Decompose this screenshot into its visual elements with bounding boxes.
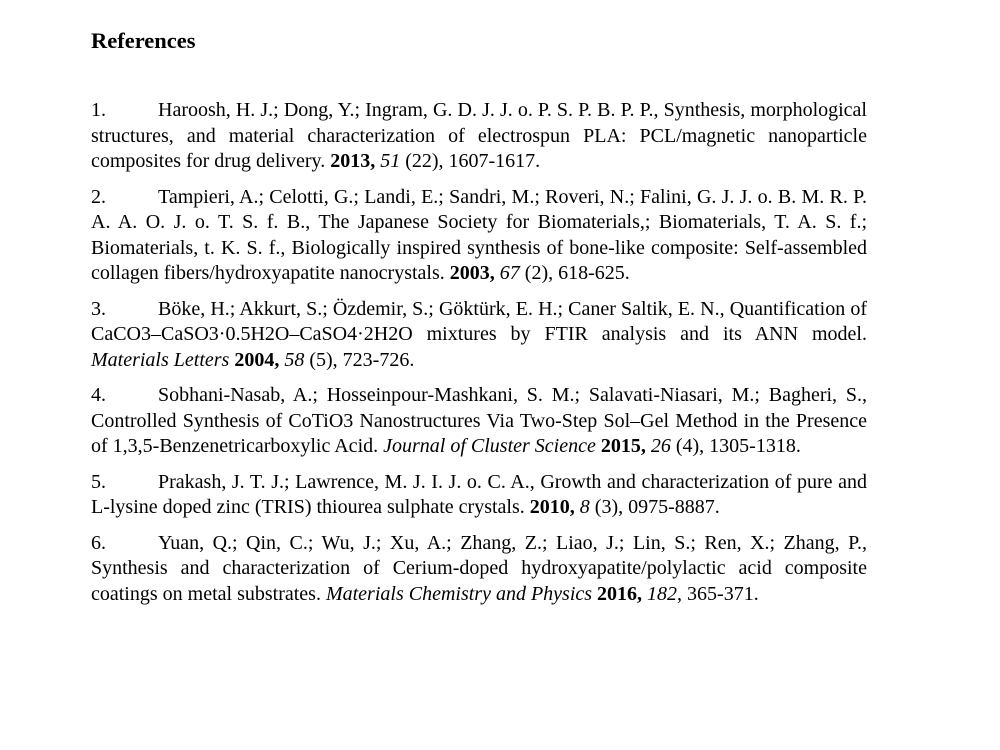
- reference-title: Synthesis and characterization of Cerium-doped hydroxyapatite/polylactic acid composite coatings on metal substrates.: [91, 557, 867, 605]
- reference-issue-pages: (5), 723-726.: [304, 348, 415, 371]
- reference-year: 2013,: [330, 150, 376, 172]
- reference-item: [91, 98, 867, 175]
- reference-journal: Journal of Cluster Science: [383, 435, 596, 457]
- reference-authors: Sobhani-Nasab, A.; Hosseinpour-Mashkani, S. M.; Salavati-Niasari, M.; Bagheri, S.,: [158, 384, 867, 406]
- reference-issue-pages: (22), 1607-1617.: [400, 150, 541, 172]
- reference-authors: Haroosh, H. J.; Dong, Y.; Ingram, G. D. J. J. o. P. S. P. B. P. P.,: [158, 99, 664, 121]
- reference-number: 2.: [91, 185, 106, 208]
- reference-year: 2010,: [529, 496, 575, 518]
- reference-year: 2015,: [600, 435, 646, 457]
- reference-number: 3.: [91, 297, 106, 320]
- reference-title: Controlled Synthesis of CoTiO3 Nanostructures Via Two-Step Sol–Gel Method in the Presence of 1,3,5-Benzenetricarboxylic Acid.: [91, 409, 867, 457]
- reference-item: [91, 185, 867, 287]
- reference-item: [91, 383, 867, 460]
- reference-journal: Materials Chemistry and Physics: [325, 582, 593, 605]
- reference-authors: Yuan, Q.; Qin, C.; Wu, J.; Xu, A.; Zhang, Z.; Liao, J.; Lin, S.; Ren, X.; Zhang, P.,: [158, 531, 867, 554]
- reference-title: Quantification of CaCO3–CaSO3·0.5H2O–CaSO4·2H2O mixtures by FTIR analysis and its ANN model.: [91, 297, 867, 345]
- reference-number: 1.: [91, 99, 106, 121]
- reference-authors: Prakash, J. T. J.; Lawrence, M. J. I. J. o. C. A.,: [158, 470, 541, 493]
- reference-number: 6.: [91, 531, 106, 554]
- reference-volume: 8: [579, 496, 590, 518]
- reference-title: Biologically inspired synthesis of bone-like composite: Self-assembled collagen fibers/hydroxyapatite nanocrystals.: [91, 236, 868, 284]
- reference-item: [91, 297, 867, 374]
- reference-year: 2016,: [597, 582, 643, 605]
- reference-issue-pages: (3), 0975-8887.: [589, 496, 720, 518]
- reference-title: Growth and characterization of pure and L-lysine doped zinc (TRIS) thiourea sulphate crystals.: [91, 470, 867, 518]
- reference-number: 5.: [91, 470, 106, 493]
- reference-item: [91, 470, 867, 521]
- references-heading: References: [91, 28, 196, 53]
- reference-volume: 26: [650, 435, 671, 457]
- reference-authors: Böke, H.; Akkurt, S.; Özdemir, S.; Göktürk, E. H.; Caner Saltik, E. N.,: [158, 297, 730, 320]
- reference-number: 4.: [91, 384, 106, 406]
- reference-year: 2003,: [449, 262, 495, 284]
- reference-volume: 67: [499, 262, 520, 284]
- reference-volume: 182: [647, 582, 678, 605]
- reference-volume: 51: [380, 150, 401, 172]
- reference-authors: Tampieri, A.; Celotti, G.; Landi, E.; Sandri, M.; Roveri, N.; Falini, G. J. J. o. B. M. R. P. A. A. O. J. o. T. S. f. B., The Japanese Society for Biomaterials,; Biomaterials, T. A. S. f.; Biomaterials, t. K. S. f.,: [91, 185, 867, 259]
- reference-title: Synthesis, morphological structures, and material characterization of electrospun PLA: PCL/magnetic nanoparticle composites for drug delivery.: [91, 99, 867, 172]
- reference-issue-pages: (4), 1305-1318.: [670, 435, 801, 457]
- reference-issue-pages: , 365-371.: [677, 582, 759, 605]
- reference-volume: 58: [284, 348, 305, 371]
- reference-journal: Materials Letters: [91, 348, 230, 371]
- reference-issue-pages: (2), 618-625.: [519, 262, 630, 284]
- reference-item: [91, 531, 867, 608]
- reference-year: 2004,: [234, 348, 280, 371]
- references-page: [91, 26, 867, 617]
